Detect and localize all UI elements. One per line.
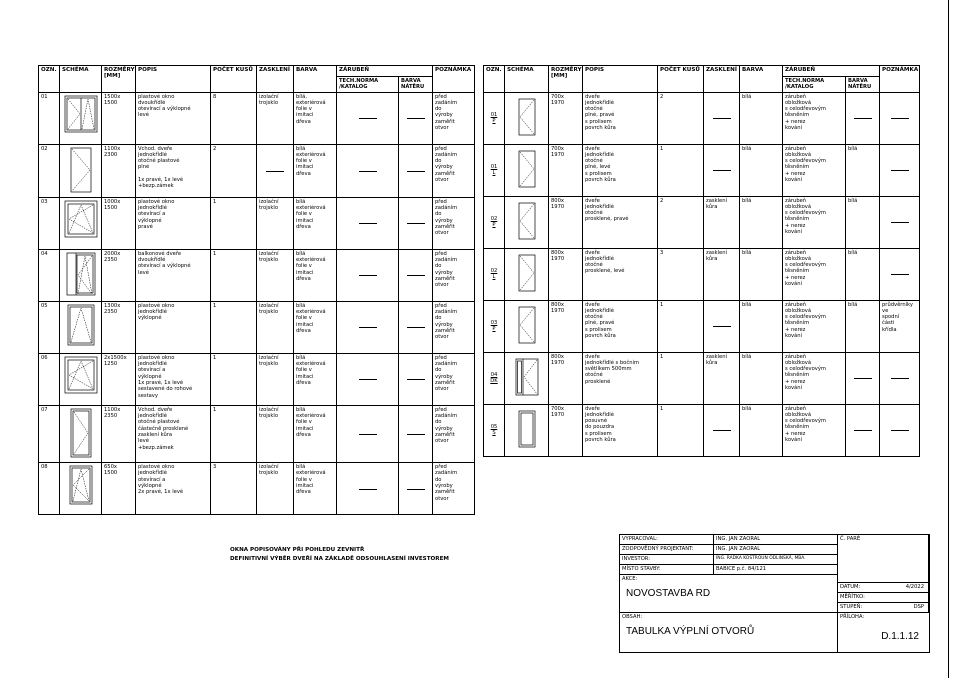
col-tech: TECH.NORMA /KATALOG [783,77,846,93]
barva-cell: bílá [740,352,783,404]
zaskleni-cell [257,144,294,197]
table-row [39,144,475,197]
rozmery-cell: 1100x 2300 [102,144,136,197]
col-zarubne: ZÁRUBEŇ [783,66,880,77]
zaskleni-cell: zasklení kůra [704,352,740,404]
col-popis: POPIS [583,66,658,93]
barva-nateru-cell [399,301,433,353]
tech-cell [337,301,399,353]
pocet-cell: 3 [658,248,704,300]
table-row [484,144,920,196]
doors-table [483,65,920,457]
empty-dash [854,430,872,431]
zarubne-cell: zárubeň obložková s celodřevovým těsněním + nerez kování [783,352,846,404]
pocet-cell: 1 [658,300,704,352]
door-right-icon [518,306,536,344]
rozmery-cell: 700x 1970 [549,144,583,196]
barva-nateru-cell [846,352,880,404]
pocet-cell: 1 [658,404,704,456]
table-row [39,463,475,515]
zarubne-cell: zárubeň obložková s celodřevovým těsněním + nerez kování [783,196,846,248]
empty-dash [407,489,425,490]
title-block [619,534,930,653]
empty-dash [891,222,909,223]
sheet-edge-line [948,0,949,678]
barva-cell: bílá [740,196,783,248]
ozn-cell: 04 [39,249,60,301]
schema-cell [505,248,549,300]
empty-dash [891,170,909,171]
table-row [39,92,475,144]
vypracoval-value: ING. JAN ZAORAL [714,535,838,545]
popis-cell: plastové okno jednokřídlé otevírací a výklopné 1x pravé, 1x levé sestavené do rohové sestavy [136,353,211,405]
empty-dash [407,171,425,172]
ozn-cell: 01 [39,92,60,144]
glazed-door-icon [70,408,92,458]
barva-cell: bílá exteriérová folie v imitaci dřeva [294,463,337,515]
col-ozn: OZN. [39,66,60,93]
empty-dash [407,118,425,119]
sidelight-door-icon [515,358,539,396]
ozn-cell [484,196,505,248]
popis-cell: dveře jednokřídlé posuvné do pouzdra s prolisem povrch kůra [583,404,658,456]
zarubne-cell: zárubeň obložková s celodřevovým těsněním + nerez kování [783,248,846,300]
schema-cell [505,352,549,404]
rozmery-cell: 1000x 1500 [102,197,136,249]
table-row [484,196,920,248]
investor-label: INVESTOR: [620,555,714,565]
pocet-cell: 2 [658,92,704,144]
zaskleni-cell: izolační trojsklo [257,353,294,405]
rozmery-cell: 2x1500x 1250 [102,353,136,405]
door-position: P [492,326,496,333]
empty-dash [359,327,377,328]
barva-cell: bílá [740,92,783,144]
door-code [491,320,498,333]
ozn-cell [484,92,505,144]
empty-dash [407,275,425,276]
schema-cell [60,405,102,462]
schema-cell [60,92,102,144]
door-code [491,164,498,177]
col-rozmery: ROZMĚRY [MM] [102,66,136,93]
col-pocet: POČET KUSŮ [211,66,257,93]
door-code [491,216,498,229]
door-left-icon [518,254,536,292]
schema-cell [60,353,102,405]
zarubne-cell: zárubeň obložková s celodřevovým těsněním + nerez kování [783,144,846,196]
schema-cell [60,249,102,301]
empty-dash [713,170,731,171]
barva-nateru-cell [846,404,880,456]
pocet-cell: 2 [211,144,257,197]
pocet-cell: 3 [211,463,257,515]
ozn-cell: 03 [39,197,60,249]
stupen-value: DSP [913,604,924,610]
col-tech: TECH.NORMA /KATALOG [337,77,399,93]
corner-window-icon [64,356,98,394]
zodp-label: ZODPOVĚDNÝ PROJEKTANT: [620,545,714,555]
ozn-cell: 05 [39,301,60,353]
datum-cell [838,583,929,593]
pocet-cell: 1 [211,301,257,353]
barva-cell: bílá exteriérová folie v imitaci dřeva [294,197,337,249]
ozn-cell [484,300,505,352]
pocet-cell: 1 [658,144,704,196]
table-row [484,92,920,144]
popis-cell: plastové okno dvoukřídlé otevírací a výklopné levé [136,92,211,144]
poznamka-cell: před zadáním do výroby zaměřit otvor [433,301,475,353]
obsah-cell [620,613,838,652]
zaskleni-cell: izolační trojsklo [257,405,294,462]
poznamka-cell [880,144,920,196]
empty-dash [407,379,425,380]
table-row [39,405,475,462]
col-zaskleni: ZASKLENÍ [704,66,740,93]
popis-cell: dveře jednokřídlé otočné plné, pravé s prolisem povrch kůra [583,92,658,144]
col-poznamka: POZNÁMKA [433,66,475,93]
pocet-cell: 2 [658,196,704,248]
barva-nateru-cell [399,144,433,197]
door-position: P [492,222,496,229]
barva-cell: bílá [740,300,783,352]
table-row [484,248,920,300]
empty-dash [266,171,284,172]
col-pocet: POČET KUSŮ [658,66,704,93]
door-number: 04 [490,371,498,378]
schema-cell [60,301,102,353]
door-number: 02 [490,215,498,222]
empty-dash [407,223,425,224]
narrow-window-icon [69,465,93,505]
tech-cell [337,249,399,301]
ozn-cell [484,248,505,300]
table-row [39,249,475,301]
obsah-label: OBSAH: [622,614,643,620]
ozn-cell: 02 [39,144,60,197]
rozmery-cell: 1500x 1500 [102,92,136,144]
popis-cell: dveře jednokřídlé otočné plné, pravé s prolisem povrch kůra [583,300,658,352]
poznamka-cell: před zadáním do výroby zaměřit otvor [433,144,475,197]
empty-dash [407,327,425,328]
barva-cell: bílá exteriérová folie v imitaci dřeva [294,144,337,197]
barva-nateru-cell: bílá [846,196,880,248]
balcony-door-icon [66,252,96,296]
popis-cell: dveře jednokřídlé otočné prosklené, levé [583,248,658,300]
barva-cell: bílá exteriérová folie v imitaci dřeva [294,301,337,353]
empty-dash [891,430,909,431]
door-code [491,424,498,437]
door-position: S [492,430,496,437]
door-number: 05 [490,423,498,430]
zaskleni-cell: izolační trojsklo [257,92,294,144]
investor-value: ING. RADKA KOSTROUN ODLINSKÁ, MBA. [714,555,838,565]
pocet-cell: 8 [211,92,257,144]
poznamka-cell: průdvěrníky ve spodní části křídla [880,300,920,352]
empty-dash [359,118,377,119]
table-row [39,353,475,405]
table-row [484,404,920,456]
col-poznamka: POZNÁMKA [880,66,920,93]
schema-cell [60,197,102,249]
datum-label: DATUM: [840,584,861,590]
ozn-cell [484,404,505,456]
schema-cell [505,300,549,352]
zaskleni-cell: izolační trojsklo [257,301,294,353]
priloha-label: PŘÍLOHA: [840,614,865,620]
zaskleni-cell [704,300,740,352]
schema-cell [60,463,102,515]
door-position: DK [490,378,498,385]
col-schema: SCHÉMA [60,66,102,93]
barva-nateru-cell: bílá [846,248,880,300]
pocet-cell: 1 [211,405,257,462]
door-number: 03 [490,319,498,326]
priloha-cell [838,613,929,652]
barva-cell: bílá, exteriérová folie v imitaci dřeva [294,92,337,144]
col-zaskleni: ZASKLENÍ [257,66,294,93]
barva-nateru-cell [399,197,433,249]
tech-cell [337,405,399,462]
popis-cell: balkonové dveře dvoukřídlé otevírací a výklopné levé [136,249,211,301]
rozmery-cell: 650x 1500 [102,463,136,515]
popis-cell: plastové okno jednokřídlé výklopné [136,301,211,353]
meritko-label: MĚŘÍTKO: [840,594,865,600]
misto-value: BABICE p.č. 84/121 [714,565,838,575]
tech-cell [337,197,399,249]
poznamka-cell [880,352,920,404]
priloha-value: D.1.1.12 [881,631,919,642]
door-number: 01 [490,111,498,118]
empty-dash [359,379,377,380]
double-window-icon [64,95,98,133]
poznamka-cell [880,404,920,456]
pocet-cell: 1 [211,249,257,301]
table-row [484,300,920,352]
stupen-label: STUPEŇ: [840,604,863,610]
table-row [39,301,475,353]
barva-cell: bílá exteriérová folie v imitaci dřeva [294,353,337,405]
poznamka-cell: před zadáním do výroby zaměřit otvor [433,353,475,405]
schema-cell [60,144,102,197]
tech-cell [337,353,399,405]
rozmery-cell: 800x 1970 [549,196,583,248]
windows-table [38,65,475,515]
door-right-icon [518,98,536,136]
empty-dash [854,118,872,119]
barva-cell: bílá [740,404,783,456]
col-schema: SCHÉMA [505,66,549,93]
zaskleni-cell [704,92,740,144]
popis-cell: Vchod. dveře jednokřídlé otočné plastové plné 1x pravé, 1x levé +bezp.zámek [136,144,211,197]
sliding-door-icon [518,410,536,448]
poznamka-cell [880,196,920,248]
barva-cell: bílá exteriérová folie v imitaci dřeva [294,405,337,462]
rozmery-cell: 800x 1970 [549,352,583,404]
schema-cell [505,144,549,196]
akce-label: AKCE: [622,576,638,582]
tilt-window-icon [67,304,95,346]
tech-cell [337,144,399,197]
barva-nateru-cell [399,463,433,515]
col-rozmery: ROZMĚRY [MM] [549,66,583,93]
vypracoval-label: VYPRACOVAL: [620,535,714,545]
meritko-cell [838,593,929,603]
door-position: L [492,274,496,281]
popis-cell: dveře jednokřídlé otočné prosklené, pravé [583,196,658,248]
zodp-value: ING. JAN ZAORAL [714,545,838,555]
poznamka-cell: před zadáním do výroby zaměřit otvor [433,92,475,144]
pocet-cell: 1 [658,352,704,404]
zaskleni-cell: izolační trojsklo [257,249,294,301]
empty-dash [359,275,377,276]
col-barva-nateru: BARVA NÁTĚRU [846,77,880,93]
empty-dash [854,378,872,379]
door-left-icon [518,150,536,188]
zarubne-cell: zárubeň obložková s celodřevovým těsněním + nerez kování [783,300,846,352]
poznamka-cell: před zadáním do výroby zaměřit otvor [433,405,475,462]
poznamka-cell: před zadáním do výroby zaměřit otvor [433,249,475,301]
barva-nateru-cell [399,405,433,462]
col-barva: BARVA [294,66,337,93]
door-icon [70,147,92,193]
ozn-cell [484,352,505,404]
schema-cell [505,404,549,456]
misto-label: MÍSTO STAVBY: [620,565,714,575]
barva-nateru-cell [846,92,880,144]
rozmery-cell: 700x 1970 [549,404,583,456]
door-position: L [492,170,496,177]
rozmery-cell: 800x 1970 [549,300,583,352]
poznamka-cell: před zadáním do výroby zaměřit otvor [433,463,475,515]
empty-dash [359,434,377,435]
schema-cell [505,196,549,248]
zarubne-cell: zárubeň obložková s celodřevovým těsněním + nerez kování [783,404,846,456]
col-ozn: OZN. [484,66,505,93]
door-number: 01 [490,163,498,170]
empty-dash [713,118,731,119]
barva-nateru-cell [399,92,433,144]
pocet-cell: 1 [211,197,257,249]
empty-dash [713,326,731,327]
stupen-cell [838,603,929,613]
empty-dash [359,171,377,172]
zaskleni-cell: izolační trojsklo [257,197,294,249]
poznamka-cell: před zadáním do výroby zaměřit otvor [433,197,475,249]
door-position: P [492,118,496,125]
poznamka-cell [880,92,920,144]
schema-cell [505,92,549,144]
rozmery-cell: 800x 1970 [549,248,583,300]
empty-dash [359,223,377,224]
ozn-cell: 06 [39,353,60,405]
tech-cell [337,92,399,144]
akce-value: NOVOSTAVBA RD [626,588,711,599]
table-row [484,352,920,404]
empty-dash [891,118,909,119]
popis-cell: plastové okno jednokřídlé otevírací a výklopné pravé [136,197,211,249]
note-line: DEFINITIVNÍ VÝBĚR DVEŘÍ NA ZÁKLADĚ ODSOUHLASENÍ INVESTOREM [230,556,449,562]
rozmery-cell: 2000x 2350 [102,249,136,301]
zaskleni-cell: zasklení kůra [704,248,740,300]
poznamka-cell [880,248,920,300]
ozn-cell [484,144,505,196]
zaskleni-cell: izolační trojsklo [257,463,294,515]
akce-cell [620,575,838,613]
door-code [491,268,498,281]
door-right-icon [518,202,536,240]
barva-nateru-cell [399,353,433,405]
popis-cell: dveře jednokřídlé s bočním světlíkem 500mm otočné prosklené [583,352,658,404]
door-code [491,112,498,125]
popis-cell: Vchod. dveře jednokřídlé otočné plastové částečně prosklené zasklení kůra levé +bezp.zámek [136,405,211,462]
note-line: OKNA POPISOVÁNY PŘI POHLEDU ZEVNITŘ [230,547,365,553]
popis-cell: plastové okno jednokřídlé otevírací a výklopné 2x pravé, 1x levé [136,463,211,515]
barva-nateru-cell: bílá [846,144,880,196]
ozn-cell: 07 [39,405,60,462]
col-barva: BARVA [740,66,783,93]
col-zarubne: ZÁRUBEŇ [337,66,433,77]
door-code [490,372,497,385]
empty-dash [713,430,731,431]
zaskleni-cell [704,144,740,196]
rozmery-cell: 1100x 2350 [102,405,136,462]
empty-dash [359,489,377,490]
zaskleni-cell: zasklení kůra [704,196,740,248]
popis-cell: dveře jednokřídlé otočné plné, levé s prolisem povrch kůra [583,144,658,196]
empty-dash [891,378,909,379]
empty-dash [891,274,909,275]
barva-cell: bílá exteriérová folie v imitaci dřeva [294,249,337,301]
rozmery-cell: 700x 1970 [549,92,583,144]
table-row [39,197,475,249]
door-number: 02 [490,267,498,274]
zaskleni-cell [704,404,740,456]
notes [230,546,449,564]
obsah-value: TABULKA VÝPLNÍ OTVORŮ [626,626,755,637]
datum-value: 4/2022 [905,584,924,590]
rozmery-cell: 1300x 2350 [102,301,136,353]
single-window-icon [64,200,98,238]
col-popis: POPIS [136,66,211,93]
barva-cell: bílá [740,144,783,196]
ozn-cell: 08 [39,463,60,515]
zarubne-cell: zárubeň obložková s celodřevovým těsněním + nerez kování [783,92,846,144]
barva-nateru-cell [399,249,433,301]
col-barva-nateru: BARVA NÁTĚRU [399,77,433,93]
pocet-cell: 1 [211,353,257,405]
empty-dash [407,434,425,435]
barva-cell: bílá [740,248,783,300]
barva-nateru-cell: bílá [846,300,880,352]
c-pare-label: Č. PARÉ [838,535,929,583]
tech-cell [337,463,399,515]
